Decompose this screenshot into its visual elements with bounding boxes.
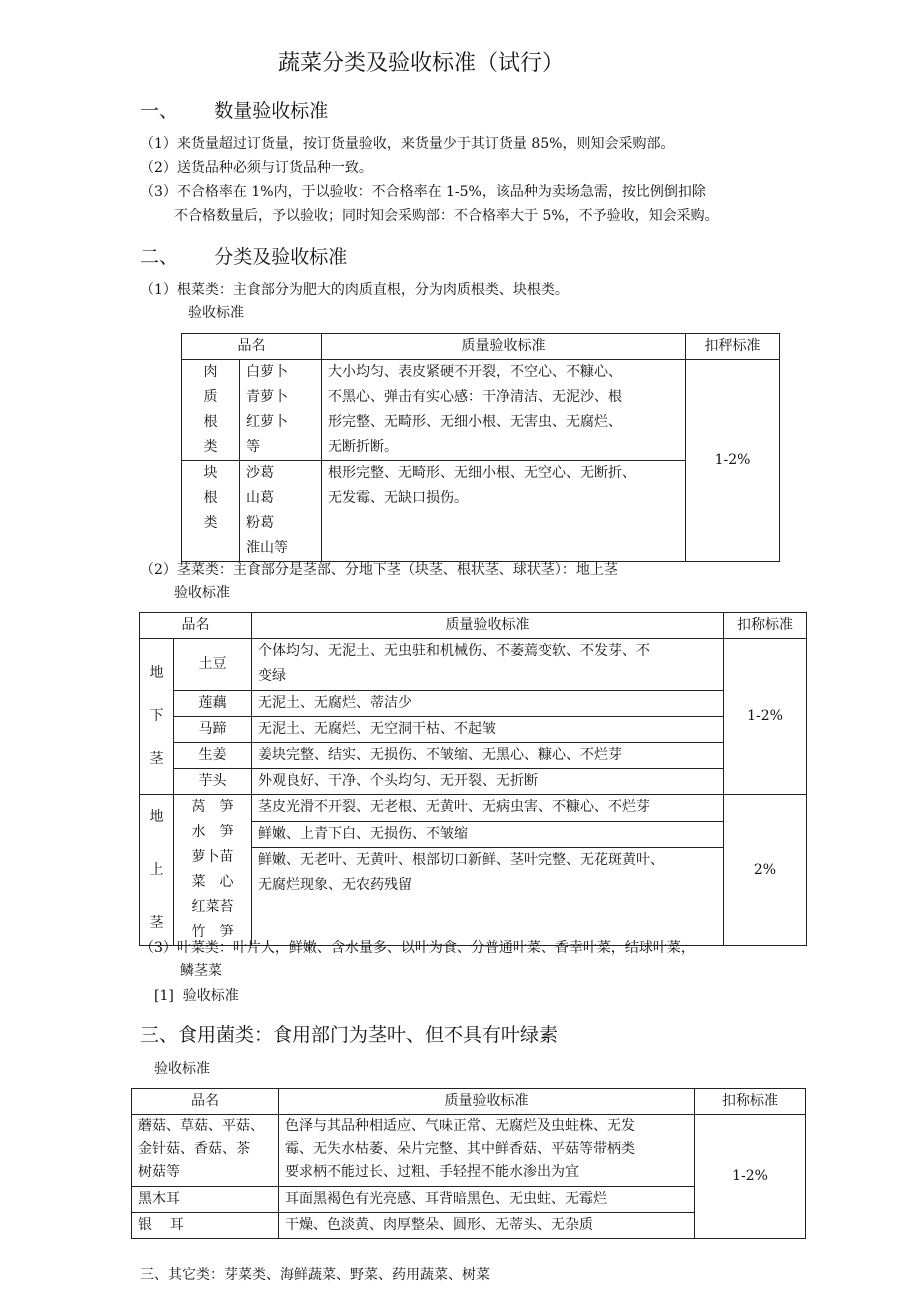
item-white-fungus: 银 耳 xyxy=(132,1213,279,1239)
fungus-table-caption: 验收标准 xyxy=(154,1061,210,1077)
standard-mushrooms: 色泽与其品种相适应、气味正常、无腐烂及虫蛀株、无发 霉、无失水枯萎、朵片完整、其中鲜香菇、平菇等带柄类 要求柄不能过长、过粗、手轻捏不能水渗出为宜 xyxy=(279,1115,695,1187)
standard-ginger: 姜块完整、结实、无损伤、不皱缩、无黑心、糠心、不烂芽 xyxy=(252,743,724,769)
root-deduct-value: 1-2% xyxy=(686,360,780,562)
section2-heading: 二、 分类及验收标准 xyxy=(140,246,348,268)
standard-black-fungus: 耳面黑褐色有光亮感、耳背暗黑色、无虫蛀、无霉烂 xyxy=(279,1187,695,1213)
standard-water-bamboo: 鲜嫩、上青下白、无损伤、不皱缩 xyxy=(252,821,724,848)
group-label-aboveground-stem: 地 上 茎 xyxy=(140,795,174,946)
item-taro: 芋头 xyxy=(174,769,252,795)
standard-lotus-root: 无泥土、无腐烂、蒂洁少 xyxy=(252,691,724,717)
header-deduct: 扣称标准 xyxy=(724,613,807,639)
section3-heading: 三、食用菌类：食用部门为茎叶、但不具有叶绿素 xyxy=(140,1024,559,1046)
stem-table-caption: 验收标准 xyxy=(174,585,230,601)
section1-heading: 一、 数量验收标准 xyxy=(140,100,329,122)
header-name: 品名 xyxy=(182,334,322,360)
page-title: 蔬菜分类及验收标准（试行） xyxy=(278,51,565,76)
underground-deduct-value: 1-2% xyxy=(724,639,807,795)
item-water-chestnut: 马蹄 xyxy=(174,717,252,743)
section1-item-2: （2）送货品种必须与订货品种一致。 xyxy=(140,160,373,176)
standard-greens-stem: 鲜嫩、无老叶、无黄叶、根部切口新鲜、茎叶完整、无花斑黄叶、 无腐烂现象、无农药残留 xyxy=(252,848,724,946)
standard-water-chestnut: 无泥土、无腐烂、无空洞干枯、不起皱 xyxy=(252,717,724,743)
tuber-root-items: 沙葛 山葛 粉葛 淮山等 xyxy=(240,461,322,562)
standard-white-fungus: 干燥、色淡黄、肉厚整朵、圆形、无蒂头、无杂质 xyxy=(279,1213,695,1239)
header-standard: 质量验收标准 xyxy=(279,1089,695,1115)
item-lotus-root: 莲藕 xyxy=(174,691,252,717)
aboveground-stem-items: 莴笋 水笋 萝卜苗 菜心 红菜苔 竹笋 xyxy=(174,795,252,946)
group-label-tuber-root: 块 根 类 xyxy=(182,461,240,562)
root-veg-intro: （1）根菜类：主食部分为肥大的肉质直根，分为肉质根类、块根类。 xyxy=(140,282,569,298)
root-table-caption: 验收标准 xyxy=(188,305,244,321)
section1-item-3-cont: 不合格数量后，予以验收；同时知会采购部：不合格率大于 5%，不予验收，知会采购。 xyxy=(174,208,719,224)
item-potato: 土豆 xyxy=(174,639,252,691)
section1-item-3: （3）不合格率在 1%内，于以验收：不合格率在 1-5%，该品种为卖场急需，按比例倒扣除 xyxy=(140,184,706,200)
fleshy-root-standard: 大小均匀、表皮紧硬不开裂，不空心、不糠心、 不黑心、弹击有实心感：干净清洁、无泥沙、根 形完整、无畸形、无细小根、无害虫、无腐烂、 无断折断。 xyxy=(322,360,686,461)
standard-taro: 外观良好、干净、个头均匀、无开裂、无折断 xyxy=(252,769,724,795)
header-name: 品名 xyxy=(132,1089,279,1115)
item-mushrooms: 蘑菇、草菇、平菇、 金针菇、香菇、茶 树菇等 xyxy=(132,1115,279,1187)
standard-lettuce-stem: 茎皮光滑不开裂、无老根、无黄叶、无病虫害、不糠心、不烂芽 xyxy=(252,795,724,822)
standard-potato: 个体均匀、无泥土、无虫驻和机械伤、不萎蔫变软、不发芽、不 变绿 xyxy=(252,639,724,691)
item-ginger: 生姜 xyxy=(174,743,252,769)
section1-item-1: （1）来货量超过订货量，按订货量验收，来货量少于其订货量 85%，则知会采购部。 xyxy=(140,136,675,152)
stem-veg-table xyxy=(139,612,807,946)
header-standard: 质量验收标准 xyxy=(322,334,686,360)
fungus-deduct-value: 1-2% xyxy=(695,1115,806,1239)
stem-veg-intro: （2）茎菜类：主食部分是茎部、分地下茎（块茎、根状茎、球状茎）：地上茎 xyxy=(140,562,618,578)
item-black-fungus: 黑木耳 xyxy=(132,1187,279,1213)
tuber-root-standard: 根形完整、无畸形、无细小根、无空心、无断折、 无发霉、无缺口损伤。 xyxy=(322,461,686,562)
leaf-table-caption: [1] 验收标准 xyxy=(154,988,239,1004)
header-deduct: 扣称标准 xyxy=(695,1089,806,1115)
header-deduct: 扣秤标准 xyxy=(686,334,780,360)
fleshy-root-items: 白萝卜 青萝卜 红萝卜 等 xyxy=(240,360,322,461)
header-name: 品名 xyxy=(140,613,252,639)
root-veg-table xyxy=(181,333,780,562)
group-label-fleshy-root: 肉 质 根 类 xyxy=(182,360,240,461)
leaf-veg-intro-cont: 鳞茎菜 xyxy=(180,963,222,979)
other-veg-text: 三、其它类：芽菜类、海鲜蔬菜、野菜、药用蔬菜、树菜 xyxy=(140,1267,490,1283)
group-label-underground-stem: 地 下 茎 xyxy=(140,639,174,795)
header-standard: 质量验收标准 xyxy=(252,613,724,639)
fungus-table xyxy=(131,1088,806,1239)
leaf-veg-intro: （3）叶菜类：叶片人，鲜嫩、含水量多、以叶为食、分普通叶菜、香幸叶菜，结球叶菜， xyxy=(140,940,695,956)
aboveground-deduct-value: 2% xyxy=(724,795,807,946)
